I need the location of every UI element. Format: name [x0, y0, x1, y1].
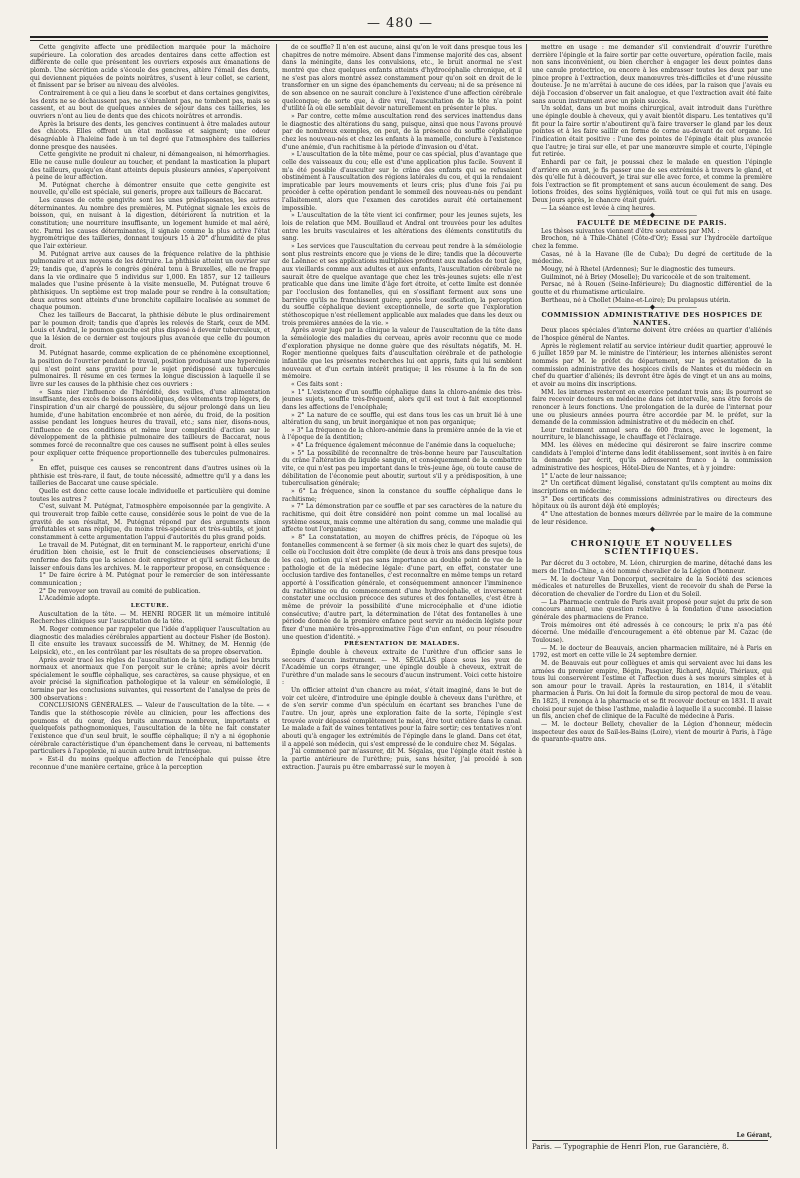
paragraph: 4° Une attestation de bonnes mœurs délivrée par le maire de la commune de leur résidence. [532, 511, 772, 526]
paragraph: Bertheau, né à Chollet (Maine-et-Loire); Du prolapsus utérin. [541, 296, 731, 304]
paragraph: » 3° La fréquence de la chloro-anémie dans la première année de la vie et à l'époque de la dentition; [282, 426, 522, 442]
paragraph: 1° De faire écrire à M. Putégnat pour le remercier de son intéressante communication ; [30, 572, 270, 587]
paragraph: J'ai commencé par m'assurer, dit M. Ségalas, que l'épingle était restée à la partie antérieure de l'urèthre; puis, sans hésiter, j'ai procédé à son extraction. J'aurais pu être embarrassé sur le moyen à [282, 748, 522, 771]
paragraph: 3° Des certificats des commissions administratives ou directeurs des hôpitaux où ils auront déjà été employés; [532, 495, 772, 511]
paragraph: En effet, puisque ces causes se rencontrent dans d'autres usines où la phthisie est très-rare, il faut, de toute nécessité, admettre qu'il y a dans les tailleries de Baccarat une cause spéciale. [30, 465, 270, 488]
section-heading-lecture: LECTURE. [130, 602, 170, 609]
paragraph: » 7° La démonstration par ce souffle et par ses caractères de la nature du rachitisme, qui doit être considéré non point comme un mal localisé au système osseux, mais comme une altération du sang, comme une maladie qui affecte tout l'organisme; [282, 503, 522, 534]
paragraph: Contrairement à ce qui a lieu dans le scorbut et dans certaines gengivites, les dents ne se déchaussent pas, ne s'ébranlent pas, ne tombent pas, mais se cassent, et au bout de quelques années de séjour dans ces tailleries, les ouvriers n'ont au lieu de dents que des chicots noirâtres et arrondis. [30, 89, 270, 120]
paragraph: M. Roger commence par rappeler que l'idée d'appliquer l'auscultation au diagnostic des maladies cérébrales appartient au docteur Fisher (de Boston). Il cite ensuite les travaux successifs de M. Whitney, de M. Hennig (de Leipsick), etc., en les contrôlant par les résultats de sa propre observation. [30, 625, 270, 656]
paragraph: — M. le docteur Bellety, chevalier de la Légion d'honneur, médecin inspecteur des eaux de Sail-les-Bains (Loire), vient de mourir à Paris, à l'âge de quarante-quatre ans. [532, 721, 772, 744]
paragraph: Casas, né à la Havane (île de Cuba); Du degré de certitude de la médecine. [532, 250, 772, 266]
paragraph: C'est, suivant M. Putégnat, l'atmosphère empoisonnée par la gengivite. A qui trouverait trop faible cette cause, considérée sous le point de vue de la gravité de son résultat, M. Putégnat répond par des arguments sinon irréfutables et sans réplique, du moins très-spécieux et très-subtils, et joint constamment à cette argumentation l'appui d'autorités du plus grand poids. [30, 503, 270, 541]
page-number: — 480 — [366, 16, 434, 31]
paragraph: » Est-il du moins quelque affection de l'encéphale qui puisse être reconnue d'une manière certaine, grâce à la perception [30, 756, 270, 771]
paragraph: 2° Un certificat dûment légalisé, constatant qu'ils comptent au moins dix inscriptions en médecine; [532, 480, 772, 496]
paragraph: M. Putégnat arrive aux causes de la fréquence relative de la phthisie pulmonaire et aux moyens de les détruire. La phthisie atteint un ouvrier sur 29; tandis que, d'après le congrès général tenu à Bruxelles, elle ne frappe dans la vie ordinaire que 5 individus sur 1,000. En 1857, sur 12 tailleurs malades que l'usine présente à la visite mensuelle, M. Putégnat trouve 6 phthisiques. Un septième est trop malade pour se rendre à la consultation; deux autres sont atteints d'une bronchite capillaire localisée au sommet de chaque poumon. [30, 250, 270, 312]
paragraph: Par décret du 3 octobre, M. Léon, chirurgien de marine, détaché dans les mers de l'Indo-Chine, a été nommé chevalier de la Légion d'honneur. [532, 560, 772, 575]
paragraph: Un soldat, dans un but moins chirurgical, avait introduit dans l'urèthre une épingle double à cheveux, qui y avait bientôt disparu. Les tentatives qu'il fit pour la faire sortir n'aboutirent qu'à faire traverser le gland par les deux pointes et à les faire saillir en forme de corne au-devant de cet organe. Ici l'indication était positive : l'une des pointes de l'épingle était plus avancée que l'autre; je tirai sur elle, et par une manœuvre simple et courte, l'épingle fut retirée. [532, 105, 772, 159]
paragraph: M. de Beauvais eut pour collègues et amis qui servaient avec lui dans les armées du premier empire, Bégin, Pasquier, Richard, Alquié, Thériaux, qui tous lui conservèrent l'estime et l'affection dues à ses mœurs simples et à son amour pour le travail. Après la restauration, en 1814, il s'établit pharmacien à Paris. On lui doit la formule du sirop pectoral de mou de veau. En 1825, il renonça à la pharmacie et se fit recevoir docteur en 1831. Il avait choisi pour sujet de thèse l'asthme, maladie à laquelle il a succombé. Il laisse un fils, ancien chef de clinique de la Faculté de médecine à Paris. [532, 659, 772, 721]
paragraph: Mougy, né à Rhetel (Ardennes); Sur le diagnostic des tumeurs. [541, 266, 736, 274]
paragraph: Persac, né à Rouen (Seine-Inférieure); Du diagnostic différentiel de la goutte et du rhumatisme articulaire. [532, 281, 772, 296]
column-3 [532, 44, 772, 1154]
paragraph: Quelle est donc cette cause locale individuelle et particulière qui domine toutes les autres ? [30, 488, 270, 503]
imprint-rule [532, 1140, 768, 1141]
paragraph: 1° L'acte de leur naissance; [541, 472, 627, 480]
paragraph: — M. le docteur de Beauvais, ancien pharmacien militaire, né à Paris en 1792, est mort en cette ville le 24 septembre dernier. [532, 644, 772, 660]
paragraph: Un officier atteint d'un chancre au méat, s'était imaginé, dans le but de voir cet ulcère, d'introduire une épingle double à cheveux dans l'urèthre, et de s'en servir comme d'un spéculum en écartant ses branches l'une de l'autre. Un jour, après une exploration faite de la sorte, l'épingle s'est trouvée avoir dépassé complètement le méat, être tout entière dans le canal. Le malade a fait de vaines tentatives pour la faire sortir; ces tentatives n'ont abouti qu'à engager les extrémités de l'épingle dans le gland. Dans cet état, il a appelé son médecin, qui s'est empressé de le conduire chez M. Ségalas. [282, 687, 522, 748]
column-2 [282, 44, 522, 1154]
paragraph: CONCLUSIONS GÉNÉRALES. — Valeur de l'auscultation de la tête. — « Tandis que la stéthoscopie révèle au clinicien, pour les affections des poumons et du cœur, des bruits anormaux nombreux, importants et quelquefois pathognomoniques, l'auscultation de la tête ne fait constater l'existence que d'un seul bruit, le souffle céphalique; il n'y a ni égophonie cérébrale caractéristique d'un épanchement dans le cerveau, ni battements particuliers à l'apoplexie, ni aucun autre bruit intrinsèque. [30, 702, 270, 756]
paragraph: Cette gengivite ne produit ni chaleur, ni démangeaison, ni hémorrhagies. Elle ne cause nulle douleur au toucher, et pendant la mastication la plupart des tailleurs, quoiqu'en étant atteints depuis plusieurs années, s'aperçoivent à peine de leur affection. [30, 151, 270, 182]
paragraph: Après avoir tracé les règles de l'auscultation de la tête, indiqué les bruits normaux et anormaux que l'on perçoit sur le crâne; après avoir décrit spécialement le souffle céphalique, ses caractères, sa cause physique, et en avoir précisé la signification pathologique et la valeur en séméiologie, il termine par les conclusions suivantes, qui ressortent de l'analyse de près de 300 observations : [30, 656, 270, 702]
paragraph: Brochon, né à Thile-Châtel (Côte-d'Or); Essai sur l'hydrocèle dartoïque chez la femme. [532, 235, 772, 251]
paragraph: » 5° La possibilité de reconnaître de très-bonne heure par l'auscultation du crâne l'altération du liquide sanguin, et conséquemment de la combattre vite, ce qui n'est pas peu important dans le très-jeune âge, où toute cause de débilitation de l'économie peut aboutir, surtout s'il y a prédisposition, à une tuberculisation générale; [282, 449, 522, 488]
paragraph: Après le règlement relatif au service intérieur dudit quartier, approuvé le 6 juillet 1859 par M. le ministre de l'intérieur, les internes aliénistes seront nommés par M. le préfet du département, sur la présentation de la commission administrative des hospices civils de Nantes et du médecin en chef du quartier d'aliénés; ils devront être âgés de vingt et un ans au moins, et avoir au moins dix inscriptions. [532, 342, 772, 388]
printer-imprint: Paris. — Typographie de Henri Plon, rue Garancière, 8. [532, 1143, 729, 1151]
paragraph: L'Académie adopte. [39, 595, 101, 603]
paragraph: » 4° La fréquence également méconnue de l'anémie dans la coqueluche; [291, 442, 516, 450]
column-divider-1 [276, 44, 277, 1149]
section-heading-commission: COMMISSION ADMINISTRATIVE DES HOSPICES DE NANTES. [541, 310, 763, 327]
paragraph: Après la brisure des dents, les gencives continuent à être malades autour des chicots. Elles offrent un état mollasse et saignent; une odeur désagréable à l'haleine fade à un tel degré que l'atmosphère des tailleries donne presque des nausées. [30, 120, 270, 151]
paragraph: Après avoir jugé par la clinique la valeur de l'auscultation de la tête dans la séméiologie des maladies du cerveau, après avoir reconnu que ce mode d'exploration physique ne donne guère que des résultats négatifs, M. H. Roger mentionne quelques faits d'auscultation cérébrale et de pathologie infantile que les présentes recherches lui ont appris, faits qui lui semblent nouveaux et d'un certain intérêt pratique; il les résume à la fin de son mémoire. [282, 327, 522, 381]
section-heading-presentation: PRÉSENTATION DE MALADES. [344, 641, 460, 648]
paragraph: Leur traitement annuel sera de 600 francs, avec le logement, la nourriture, le blanchissage, le chauffage et l'éclairage. [532, 426, 772, 442]
paragraph: M. Putégnat cherche à démontrer ensuite que cette gengivite est nouvelle, qu'elle est spéciale, sui generis, propre aux tailleurs de Baccarat. [30, 181, 270, 197]
paragraph: » Les services que l'auscultation du cerveau peut rendre à la séméiologie sont plus restreints encore que je viens de le dire; tandis que la découverte de Laënnec et ses applications multipliées profitent aux malades de tout âge, aux vieillards comme aux adultes et aux enfants, l'auscultation cérébrale ne saurait être de quelque avantage que chez les très-jeunes sujets: elle n'est praticable que dans une limite d'âge fort étroite, et cette limite est donnée par l'occlusion des fontanelles, qui en s'ossifiant ferment aux sons une barrière qu'ils ne franchissent guère; après leur ossification, la perception du souffle céphalique devient exceptionnelle, de sorte que l'exploration stéthoscopique n'est réellement applicable aux malades que dans les deux ou trois premières années de la vie. » [282, 243, 522, 327]
paragraph: Les thèses suivantes viennent d'être soutenues par MM. : [541, 227, 720, 235]
column-divider-2 [526, 44, 527, 1149]
paragraph: — La Pharmacie centrale de Paris avait proposé pour sujet du prix de son concours annuel, une question relative à la fondation d'une association générale des pharmaciens de France. [532, 598, 772, 621]
paragraph: Le travail de M. Putégnat, dit en terminant M. le rapporteur, enrichi d'une érudition bien choisie, est le fruit de consciencieuses observations; il renferme des faits que la science doit enregistrer et qu'il serait fâcheux de laisser enfouis dans les archives. M. le rapporteur propose, en conséquence : [30, 541, 270, 572]
ornament-divider: ———————◆——————— [607, 211, 697, 220]
paragraph: 2° De renvoyer son travail au comité de publication. [39, 587, 201, 595]
paragraph: » L'auscultation de la tête vient ici confirmer, pour les jeunes sujets, les lois de relation que MM. Bouillaud et Andral ont trouvées pour les adultes entre les bruits vasculaires et les altérations des éléments constitutifs du sang. [282, 212, 522, 243]
section-heading-faculte: FACULTÉ DE MÉDECINE DE PARIS. [577, 219, 727, 228]
paragraph: Auscultation de la tête. — M. HENRI ROGER lit un mémoire intitulé Recherches cliniques sur l'auscultation de la tête. [30, 610, 270, 626]
ornament-divider: ———————◆——————— [607, 525, 697, 534]
paragraph: — La séance est levée à cinq heures. [541, 204, 655, 212]
paragraph: « Sans nier l'influence de l'hérédité, des veilles, d'une alimentation insuffisante, des excès de boissons alcooliques, des vêtements trop légers, de l'inspiration d'un air chargé de poussière, du séjour prolongé dans un lieu humide, d'une habitation encombrée et non aérée, du froid, de la position assise pendant les longues heures du travail, etc.; sans nier, disons-nous, l'influence de ces conditions et même leur complexité d'action sur le développement de la phthisie pulmonaire des tailleurs de Baccarat, nous sommes forcé de reconnaître que ces causes ne suffisent point à elles seules pour expliquer cette fréquence proportionnelle des tubercules pulmonaires. » [30, 388, 270, 465]
paragraph: de ce souffle? Il n'en est aucune, ainsi qu'on le voit dans presque tous les chapitres de notre mémoire. Absent dans l'immense majorité des cas, absent dans la méningite, dans les convulsions, etc., le bruit anormal ne s'est montré que chez quelques enfants atteints d'hydrocéphalie chronique, et il ne s'est pas alors montré assez constamment pour qu'on soit en droit de le transformer en un signe des épanchements du cerveau; ni de sa présence ni de son absence on ne saurait conclure à l'existence d'une affection cérébrale quelconque; de sorte que, à dire vrai, l'auscultation de la tête n'a point d'utilité là où elle semblait devoir naturellement en présenter le plus. [282, 44, 522, 113]
paragraph: Trois mémoires ont été adressés à ce concours; le prix n'a pas été décerné. Une médaille d'encouragement a été obtenue par M. Cazac (de Toulouse). [532, 621, 772, 644]
gerant-signature: Le Gérant, [736, 1132, 772, 1139]
paragraph: » 6° La fréquence, sinon la constance du souffle céphalique dans le rachitisme; [282, 488, 522, 503]
paragraph: « Ces faits sont : [291, 380, 343, 388]
paragraph: » 8° La constatation, au moyen de chiffres précis, de l'époque où les fontanelles commencent à se fermer (à six mois chez le quart des sujets), de celle où l'occlusion doit être complète (de deux à trois ans dans presque tous les cas), notion qui n'est pas sans importance au double point de vue de la pathologie et de la médecine légale: d'une part, en effet, constater une occlusion tardive des fontanelles, c'est reconnaître en même temps un retard apporté à l'ossification générale, et conséquemment annoncer l'imminence du rachitisme ou du commencement d'une hydrocéphalie, et inversement constater une occlusion précoce des sutures et des fontanelles, c'est être à même de prévoir la possibilité d'une microcéphalie et d'une idiotie consécutive; d'autre part, la détermination de l'état des fontanelles à une période donnée de la première enfance peut servir au médecin légiste pour fixer d'une manière très-approximative l'âge d'un enfant, ou pour résoudre une question d'identité. » [282, 534, 522, 641]
paragraph: Enhardi par ce fait, je poussai chez le malade en question l'épingle d'arrière en avant, je fis passer une de ses extrémités à travers le gland, et dès qu'elle fut à découvert, je tirai sur elle avec force, et comme la première fois l'extraction se fit promptement et sans aucun écoulement de sang. Des lotions froides, des soins hygiéniques, voilà tout ce qui fut mis en usage. Deux jours après, le chancre était guéri. [532, 158, 772, 205]
paragraph: Chez les tailleurs de Baccarat, la phthisie débute le plus ordinairement par le poumon droit; tandis que d'après les relevés de Stark, ceux de MM. Louis et Andral, le poumon gauche est plus disposé à devenir tuberculeux, et que la lésion de ce dernier est toujours plus avancée que celle du poumon droit. [30, 311, 270, 350]
paragraph: Guilminot, né à Briey (Moselle); Du varicocèle et de son traitement. [541, 273, 751, 281]
ornament-divider: ———————◆——————— [607, 303, 697, 312]
paragraph: » 1° L'existence d'un souffle céphalique dans la chloro-anémie des très-jeunes sujets, souffle très-fréquent, alors qu'il est tout à fait exceptionnel dans les affections de l'encéphale; [282, 388, 522, 411]
paragraph: Cette gengivite affecte une prédilection marquée pour la mâchoire supérieure. La coloration des arcades dentaires dans cette affection est différente de celle que présentent les ouvriers exposés aux émanations de plomb. Une sécrétion acide s'écoule des gencives, altère l'émail des dents, qui deviennent piquées de points noirâtres, s'usent à leur collet, se carient, et finissent par se briser au niveau des alvéoles. [30, 44, 270, 90]
paragraph: M. Putégnat hasarde, comme explication de ce phénomène exceptionnel, la position de l'ouvrier pendant le travail, position produisant une hyperémie qui n'est point sans gravité pour le sujet prédisposé aux tubercules pulmonaires. Il résume en ces termes la longue discussion à laquelle il se livre sur les causes de la phthisie chez ces ouvriers : [30, 350, 270, 388]
paragraph: Les causes de cette gengivite sont les unes prédisposantes, les autres déterminantes. Au nombre des premières, M. Putégnat signale les excès de boisson, qui, en nuisant à la digestion, détériorent la nutrition et la constitution; une nourriture insuffisante, un logement humide et mal aéré, etc. Parmi les causes déterminantes, il signale comme la plus active l'état hygrométrique des tailleries, donnant toujours 15 à 20° d'humidité de plus que l'air extérieur. [30, 197, 270, 251]
paragraph: Épingle double à cheveux extraite de l'urèthre d'un officier sans le secours d'aucun instrument. — M. SÉGALAS place sous les yeux de l'Académie un corps étranger, une épingle double à cheveux, extrait de l'urèthre d'un malade sans le secours d'aucun instrument. Voici cette histoire : [282, 648, 522, 687]
paragraph: » Par contre, cette même auscultation rend des services inattendus dans le diagnostic des altérations du sang, puisque, ainsi que nous l'avons prouvé par de nombreux exemples, on peut, de la présence du souffle céphalique chez les nouveau-nés et chez les enfants à la mamelle, conclure à l'existence d'une anémie, d'un rachitisme à la période d'invasion ou d'état. [282, 112, 522, 151]
paragraph: Deux places spéciales d'interne doivent être créées au quartier d'aliénés de l'hospice général de Nantes. [532, 327, 772, 342]
top-rule [30, 36, 768, 41]
section-heading-chronique: CHRONIQUE ET NOUVELLES SCIENTIFIQUES. [570, 538, 734, 556]
paragraph: — M. le docteur Van Doncorput, secrétaire de la Société des sciences médicales et naturelles de Bruxelles, vient de recevoir du shah de Perse la décoration de chevalier de l'ordre du Lion et du Soleil. [532, 575, 772, 598]
paragraph: mettre en usage : me demander s'il conviendrait d'ouvrir l'urèthre derrière l'épingle et la faire sortir par cette ouverture, opération facile, mais non sans inconvénient, ou bien chercher à engager les deux pointes dans une canule protectrice, ou encore à les embrasser toutes les deux par une pince propre à l'extraction, deux manœuvres très-difficiles et d'une réussite douteuse. Je ne m'arrêtai à aucune de ces idées, par la raison que j'avais eu déjà l'occasion d'observer un fait analogue, et que l'extraction avait été faite sans aucun instrument avec un plein succès. [532, 44, 772, 105]
paragraph: » 2° La nature de ce souffle, qui est dans tous les cas un bruit lié à une altération du sang, un bruit inorganique et non pas organique; [282, 411, 522, 427]
paragraph: » L'auscultation de la tête même, pour ce cas spécial, plus d'avantage que celle des vaisseaux du cou; elle est d'une application plus facile. Souvent il m'a été possible d'ausculter sur le crâne des enfants qui se refusaient obstinément à l'auscultation des régions latérales du cou, et qui la rendaient impraticable par leurs mouvements et leurs cris; plus d'une fois j'ai pu procéder à cette opération pendant le sommeil des nouveau-nés ou pendant l'allaitement, alors que l'examen des carotides aurait été certainement impossible. [282, 151, 522, 212]
paragraph: MM. les élèves en médecine qui désireront se faire inscrire comme candidats à l'emploi d'interne dans ledit établissement, sont invités à en faire la demande par écrit, qu'ils adresseront franco à la commission administrative des hospices, Hôtel-Dieu de Nantes, et à y joindre: [532, 442, 772, 473]
paragraph: MM. les internes resteront en exercice pendant trois ans; ils pourront se faire recevoir docteurs en médecine dans cet intervalle, sans être forcés de renoncer à leurs fonctions. Une prolongation de la durée de l'internat pour une ou plusieurs années pourra être accordée par M. le préfet, sur la demande de la commission administrative et du médecin en chef. [532, 388, 772, 427]
column-1 [30, 44, 270, 1154]
